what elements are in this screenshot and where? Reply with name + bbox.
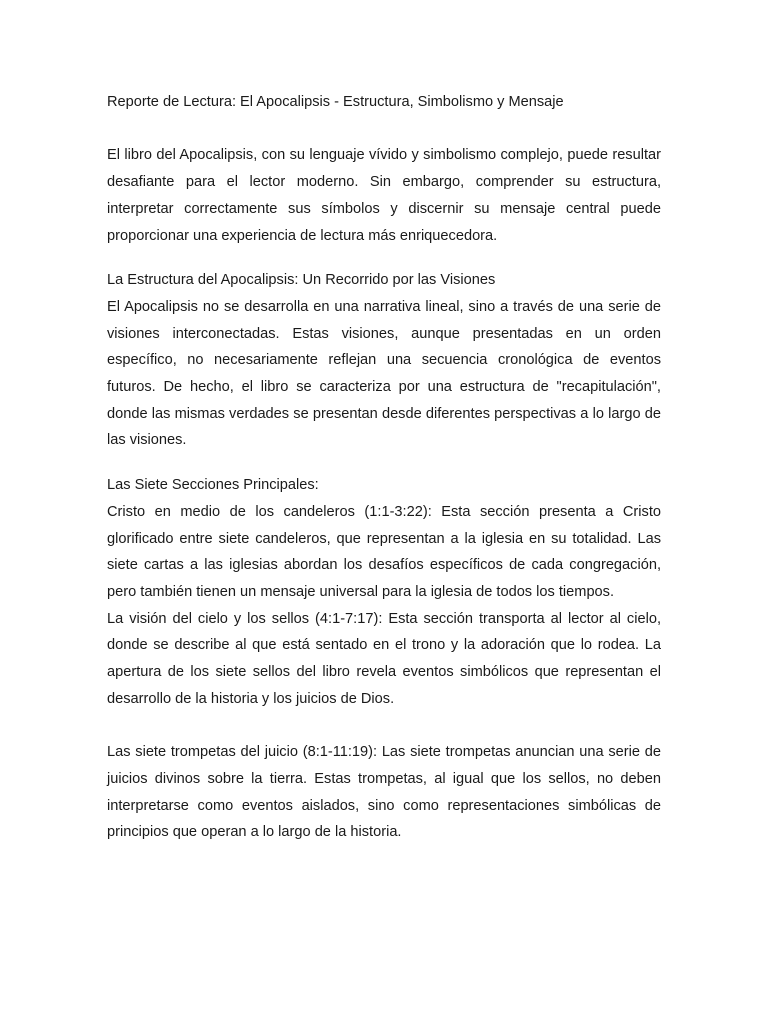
spacer (107, 116, 661, 143)
structure-paragraph: El Apocalipsis no se desarrolla en una narrativa lineal, sino a través de una serie de visiones interconectadas. Estas visiones, aunque presentadas en un orden específico, no necesariamente reflejan una secuencia cronológica de eventos futuros. De hecho, el libro se caracteriza por una estructura de "recapitulación", donde las mismas verdades se presentan desde diferentes perspectivas a lo largo de las visiones. (107, 298, 661, 449)
spacer (107, 712, 661, 739)
sections-heading: Las Siete Secciones Principales: (107, 477, 319, 494)
document-page (107, 89, 661, 846)
intro-paragraph: El libro del Apocalipsis, con su lenguaje vívido y simbolismo complejo, puede resultar desafiante para el lector moderno. Sin embargo, comprender su estructura, interpretar correctamente sus símbolos y discernir su mensaje central puede proporcionar una experiencia de lectura más enriquecedora. (107, 147, 661, 244)
section-item-trompetas: Las siete trompetas del juicio (8:1-11:19): Las siete trompetas anuncian una serie de juicios divinos sobre la tierra. Estas trompetas, al igual que los sellos, no deben interpretarse como eventos aislados, sino como representaciones simbólicas de principios que operan a lo largo de la historia. (107, 744, 661, 841)
document-title: Reporte de Lectura: El Apocalipsis - Estructura, Simbolismo y Mensaje (107, 94, 564, 110)
section-item-candeleros: Cristo en medio de los candeleros (1:1-3:22): Esta sección presenta a Cristo glorificado entre siete candeleros, que representan a la iglesia en su totalidad. Las siete cartas a las iglesias abordan los desafíos específicos de cada congregación, pero también tienen un mensaje universal para la iglesia de todos los tiempos. (107, 503, 661, 600)
section-item-sellos: La visión del cielo y los sellos (4:1-7:17): Esta sección transporta al lector al cielo, donde se describe al que está sentado en el trono y la adoración que lo rodea. La apertura de los siete sellos del libro revela eventos simbólicos que representan el desarrollo de la historia y los juicios de Dios. (107, 610, 661, 707)
spacer (107, 249, 661, 267)
structure-heading: La Estructura del Apocalipsis: Un Recorrido por las Visiones (107, 272, 496, 289)
spacer (107, 454, 661, 472)
